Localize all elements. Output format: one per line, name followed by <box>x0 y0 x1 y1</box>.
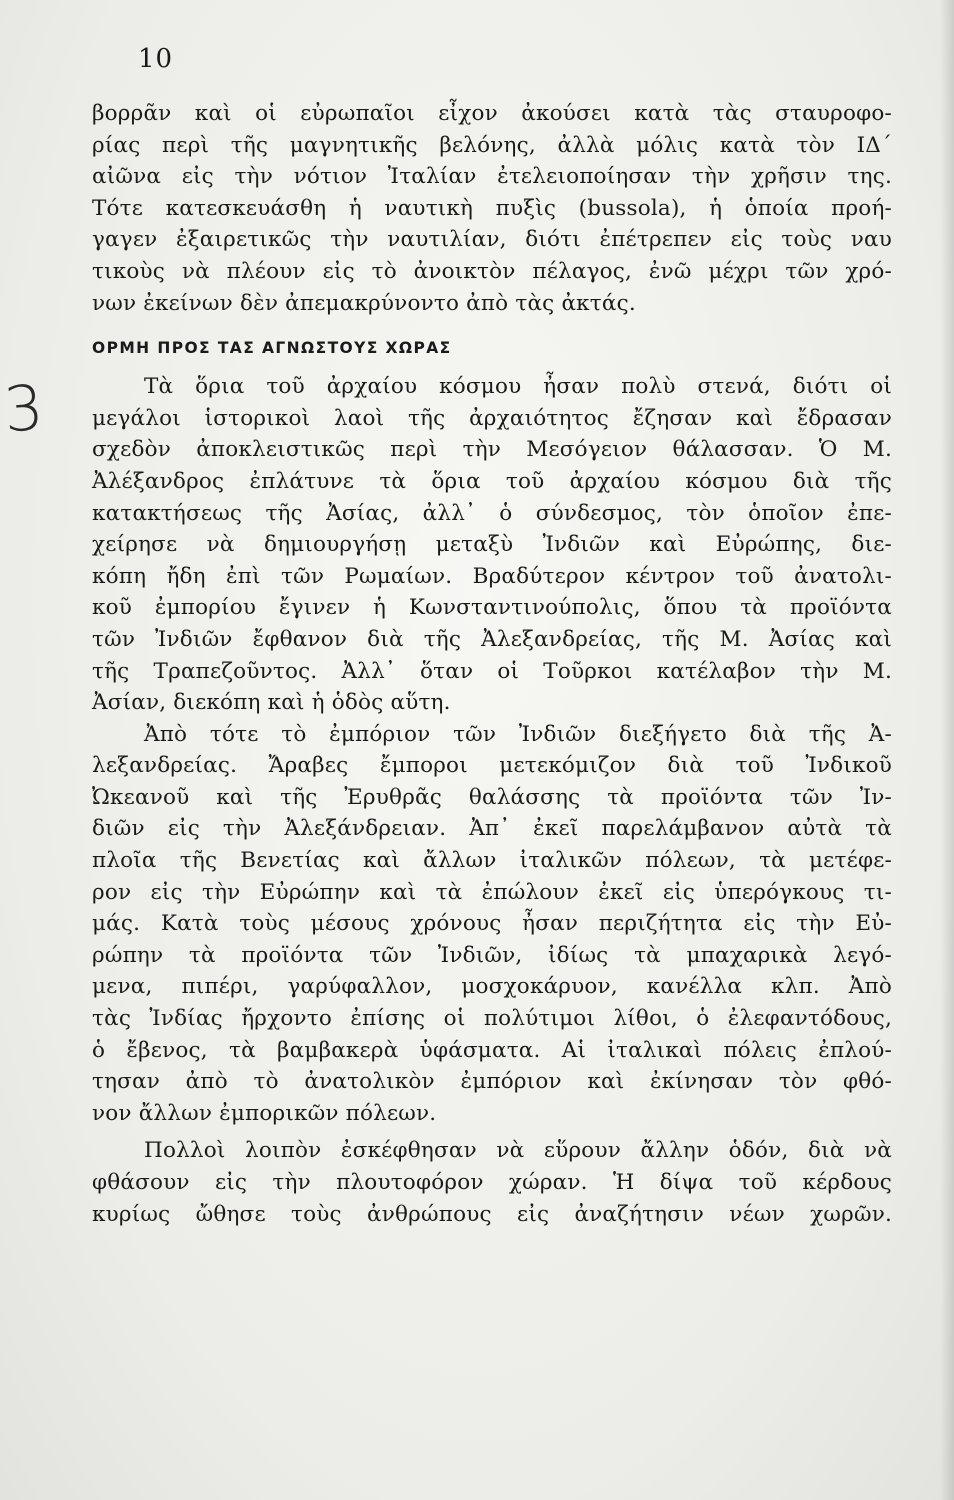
paragraph-4 <box>92 1135 892 1230</box>
text-line: χείρησε νὰ δημιουργήσῃ μεταξὺ Ἰνδιῶν καὶ Εὐρώπης, διε- <box>92 532 892 558</box>
text-line: Ὠκεανοῦ καὶ τῆς Ἐρυθρᾶς θαλάσσης τὰ προϊόντα τῶν Ἰν- <box>92 784 892 810</box>
body-text <box>92 98 892 1230</box>
text-line: τῶν Ἰνδιῶν ἔφθανον διὰ τῆς Ἀλεξανδρείας, τῆς Μ. Ἀσίας καὶ <box>92 626 892 652</box>
text-line: μεγάλοι ἱστορικοὶ λαοὶ τῆς ἀρχαιότητος ἔζησαν καὶ ἔδρασαν <box>92 405 892 431</box>
page-edge-shadow <box>940 0 954 1500</box>
paragraph-2 <box>92 371 892 719</box>
text-line: σχεδὸν ἀποκλειστικῶς περὶ τὴν Μεσόγειον θάλασσαν. Ὁ Μ. <box>92 437 892 463</box>
text-line: κατακτήσεως τῆς Ἀσίας, ἀλλ᾽ ὁ σύνδεσμος, τὸν ὁποῖον ἐπε- <box>92 500 892 526</box>
text-line: Ἀσίαν, διεκόπη καὶ ἡ ὁδὸς αὕτη. <box>92 690 451 716</box>
text-line: φθάσουν εἰς τὴν πλουτοφόρον χώραν. Ἡ δίψα τοῦ κέρδους <box>92 1170 892 1195</box>
text-line: πλοῖα τῆς Βενετίας καὶ ἄλλων ἰταλικῶν πόλεων, τὰ μετέφε- <box>92 848 892 874</box>
text-line: κυρίως ὤθησε τοὺς ἀνθρώπους εἰς ἀναζήτησιν νέων χωρῶν. <box>92 1201 892 1227</box>
text-line: βορρᾶν καὶ οἱ εὐρωπαῖοι εἶχον ἀκούσει κατὰ τὰς σταυροφο- <box>92 101 892 126</box>
paragraph-3 <box>92 719 892 1130</box>
text-line: νον ἄλλων ἐμπορικῶν πόλεων. <box>92 1100 437 1126</box>
text-line: λεξανδρείας. Ἄραβες ἔμποροι μετεκόμιζον διὰ τοῦ Ἰνδικοῦ <box>92 753 892 779</box>
text-line: Ἀλέξανδρος ἐπλάτυνε τὰ ὅρια τοῦ ἀρχαίου κόσμου διὰ τῆς <box>92 468 892 494</box>
text-line: αἰῶνα εἰς τὴν νότιον Ἰταλίαν ἐτελειοποίησαν τὴν χρῆσιν της. <box>92 164 892 190</box>
text-line: ρίας περὶ τῆς μαγνητικῆς βελόνης, ἀλλὰ μόλις κατὰ τὸν ΙΔ΄ <box>92 132 892 158</box>
text-line: Πολλοὶ λοιπὸν ἐσκέφθησαν νὰ εὕρουν ἄλλην ὁδόν, διὰ νὰ <box>144 1138 892 1164</box>
text-line: Τὰ ὅρια τοῦ ἀρχαίου κόσμου ἦσαν πολὺ στενά, διότι οἱ <box>144 374 892 400</box>
text-line: Ἀπὸ τότε τὸ ἐμπόριον τῶν Ἰνδιῶν διεξήγετο διὰ τῆς Ἀ- <box>144 721 892 747</box>
text-line: κοῦ ἐμπορίου ἔγινεν ἡ Κωνσταντινούπολις, ὅπου τὰ προϊόντα <box>92 595 892 621</box>
text-line: γαγεν ἐξαιρετικῶς τὴν ναυτιλίαν, διότι ἐπέτρεπεν εἰς τοὺς ναυ <box>92 227 892 253</box>
text-line: κόπη ἤδη ἐπὶ τῶν Ρωμαίων. Βραδύτερον κέντρον τοῦ ἀνατολι- <box>92 563 892 589</box>
page-number: 10 <box>138 44 174 74</box>
text-line: ὁ ἔβενος, τὰ βαμβακερὰ ὑφάσματα. Αἱ ἰταλικαὶ πόλεις ἐπλού- <box>92 1037 892 1063</box>
text-line: νων ἐκείνων δὲν ἀπεμακρύνοντο ἀπὸ τὰς ἀκτάς. <box>92 290 636 316</box>
text-line: τὰς Ἰνδίας ἤρχοντο ἐπίσης οἱ πολύτιμοι λίθοι, ὁ ἐλεφαντόδους, <box>92 1006 892 1032</box>
text-line: τικοὺς νὰ πλέουν εἰς τὸ ἀνοικτὸν πέλαγος, ἐνῶ μέχρι τῶν χρό- <box>92 258 892 284</box>
text-line: ρώπην τὰ προϊόντα τῶν Ἰνδιῶν, ἰδίως τὰ μπαχαρικὰ λεγό- <box>92 942 892 968</box>
handwritten-margin-mark: 3 <box>1 370 46 447</box>
text-line: διῶν εἰς τὴν Ἀλεξάνδρειαν. Ἀπ᾽ ἐκεῖ παρελάμβανον αὐτὰ τὰ <box>92 816 892 842</box>
text-line: ρον εἰς τὴν Εὐρώπην καὶ τὰ ἐπώλουν ἐκεῖ εἰς ὑπερόγκους τι- <box>92 879 892 905</box>
text-line: τησαν ἀπὸ τὸ ἀνατολικὸν ἐμπόριον καὶ ἐκίνησαν τὸν φθό- <box>92 1069 892 1095</box>
text-line: Τότε κατεσκευάσθη ἡ ναυτικὴ πυξὶς (bussola), ἡ ὁποία προή- <box>92 195 892 221</box>
text-line: μενα, πιπέρι, γαρύφαλλον, μοσχοκάρυον, κανέλλα κλπ. Ἀπὸ <box>92 974 892 1000</box>
text-line: τῆς Τραπεζοῦντος. Ἀλλ᾽ ὅταν οἱ Τοῦρκοι κατέλαβον τὴν Μ. <box>92 658 892 684</box>
section-heading: ΟΡΜΗ ΠΡΟΣ ΤΑΣ ΑΓΝΩΣΤΟΥΣ ΧΩΡΑΣ <box>92 339 452 358</box>
paragraph-1 <box>92 98 892 319</box>
text-line: μάς. Κατὰ τοὺς μέσους χρόνους ἦσαν περιζήτητα εἰς τὴν Εὐ- <box>92 911 892 937</box>
